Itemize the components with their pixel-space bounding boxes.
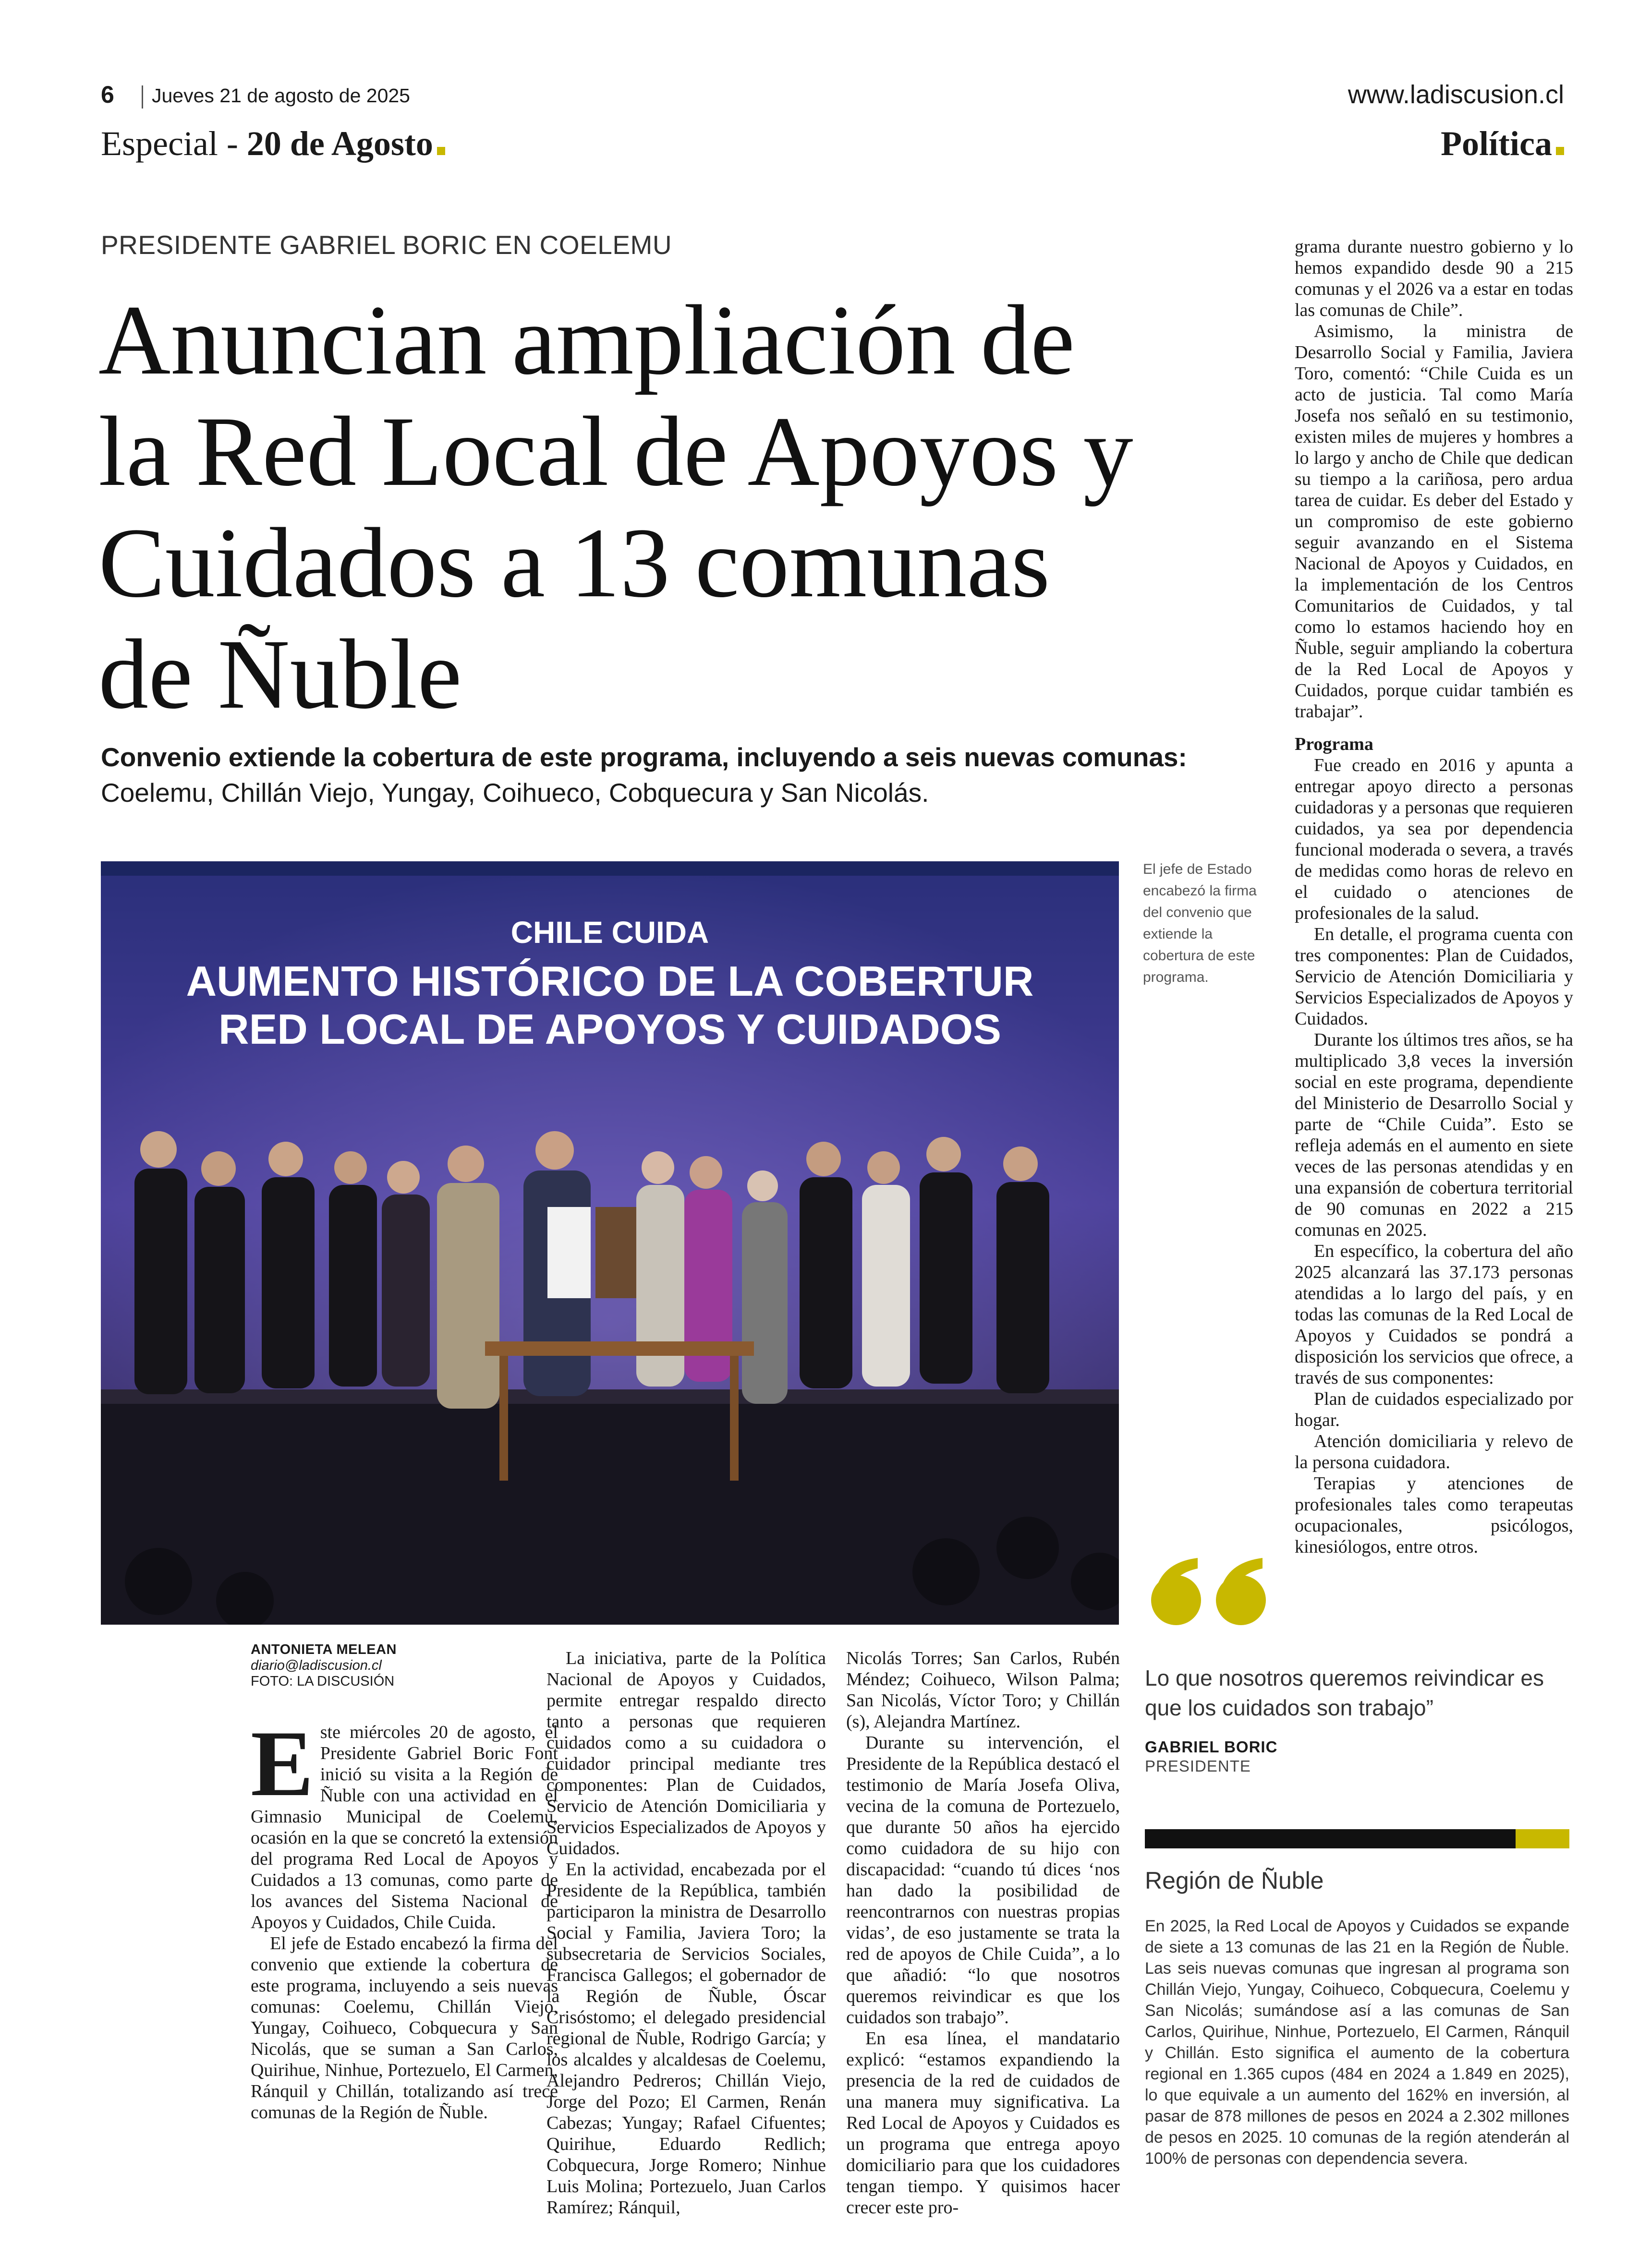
paragraph: Terapias y atenciones de profesionales tales como terapeutas ocupacionales, psicólogos, kinesiólogos, entre otros. <box>1295 1473 1573 1557</box>
paragraph: Durante su intervención, el Presidente de la República destacó el testimonio de María Josefa Oliva, vecina de la comuna de Portezuelo, que durante 50 años ha ejercido como cuidadora de su hijo con discapacidad: “cuando tú dices ‘nos han dado la posibilidad de reencontrarnos con nuestras propias vidas’, de eso justamente se trata la red de apoyos de Chile Cuida”, a lo que añadió: “lo que nosotros queremos reivindicar es que los cuidados son trabajo”. <box>846 1733 1120 2027</box>
accent-dot <box>437 147 445 155</box>
section-prefix: Especial - <box>101 124 247 163</box>
photo-banner-line1: CHILE CUIDA <box>510 915 709 950</box>
paragraph: ste miércoles 20 de agosto, el Presidente Gabriel Boric Font inició su visita a la Región de Ñuble con una actividad en el Gimnasio Municipal de Coelemu, ocasión en la que se concretó la extensión del programa Red Local de Apoyos y Cuidados a 13 comunas, como parte de los avances del Sistema Nacional de Apoyos y Cuidados, Chile Cuida. <box>251 1722 558 1932</box>
dek-bold: Convenio extiende la cobertura de este programa, incluyendo a seis nuevas comunas: <box>101 742 1187 772</box>
paragraph: En esa línea, el mandatario explicó: “estamos expandiendo la presencia de la red de cuidados de una manera muy significativa. La Red Local de Apoyos y Cuidados es un programa que entrega apoyo domiciliario para que los cuidadores tengan tiempo. Y quisimos hacer crecer este pro- <box>846 2028 1120 2218</box>
issue-date: Jueves 21 de agosto de 2025 <box>152 84 410 107</box>
website-link[interactable]: www.ladiscusion.cl <box>1348 80 1564 109</box>
dek-rest: Coelemu, Chillán Viejo, Yungay, Coihueco, Cobquecura y San Nicolás. <box>101 778 929 808</box>
accent-dot <box>1556 147 1564 155</box>
paragraph: En detalle, el programa cuenta con tres componentes: Plan de Cuidados, Servicio de Atención Domiciliaria y Servicios Especializados de Apoyos y Cuidados. <box>1295 924 1573 1029</box>
paragraph: Durante los últimos tres años, se ha multiplicado 3,8 veces la inversión social en este programa, dependiente del Ministerio de Desarrollo Social y parte de “Chile Cuida”. Esto se refleja además en el aumento en siete veces de las personas atendidas y en una expansión de cobertura territorial de 90 comunas en 2022 a 215 comunas en 2025. <box>1295 1030 1573 1240</box>
byline-author: ANTONIETA MELEAN <box>251 1642 397 1657</box>
body-column-4 <box>1295 236 1573 1557</box>
pull-quote-text: Lo que nosotros queremos reivindicar es que los cuidados son trabajo” <box>1145 1665 1544 1720</box>
paragraph: Atención domiciliaria y relevo de la persona cuidadora. <box>1295 1431 1573 1472</box>
photo-caption: El jefe de Estado encabezó la firma del convenio que extiende la cobertura de este programa. <box>1143 861 1257 985</box>
pull-quote-role: PRESIDENTE <box>1145 1757 1251 1775</box>
quote-marks-icon <box>1145 1558 1275 1625</box>
section-bold: 20 de Agosto <box>246 124 433 163</box>
drop-cap: E <box>251 1712 314 1816</box>
paragraph: Fue creado en 2016 y apunta a entregar apoyo directo a personas cuidadoras y a personas que requieren cuidados, ya sea por dependencia funcional moderada o severa, a través de medidas como horas de relevo en el cuidado o atenciones de profesionales de la salud. <box>1295 755 1573 923</box>
byline-email: diario@ladiscusion.cl <box>251 1658 382 1673</box>
body-column-3 <box>846 1648 1120 2218</box>
body-column-1 <box>251 1712 558 2123</box>
section-right-label: Política <box>1441 124 1552 163</box>
header-divider <box>142 85 143 109</box>
paragraph: Nicolás Torres; San Carlos, Rubén Méndez; Coihueco, Wilson Palma; San Nicolás, Víctor Toro; y Chillán (s), Alejandra Martínez. <box>846 1648 1120 1732</box>
box-text: En 2025, la Red Local de Apoyos y Cuidados se expande de siete a 13 comunas de las 21 en la Región de Ñuble. Las seis nuevas comunas que ingresan al programa son Chillán Viejo, Yungay, Coihueco, Cobquecura, Coelemu y San Nicolás; sumándose así a las comunas de San Carlos, Quirihue, Ninhue, Portezuelo, El Carmen, Ránquil y Chillán. Esto significa el aumento de la cobertura regional en 1.365 cupos (484 en 2024 a 1.849 en 2025), lo que equivale a un aumento del 162% en inversión, al pasar de 878 millones de pesos en 2024 a 2.302 millones de pesos en 2025. 10 comunas de la región atenderán al 100% de personas con dependencia severa. <box>1145 1917 1569 2168</box>
box-rule-accent <box>1516 1829 1569 1848</box>
article-kicker: PRESIDENTE GABRIEL BORIC EN COELEMU <box>101 230 672 260</box>
paragraph: En la actividad, encabezada por el Presidente de la República, también participaron la ministra de Desarrollo Social y Familia, Javiera Toro; la subsecretaria de Servicios Sociales, Francisca Gallegos; el gobernador de la Región de Ñuble, Óscar Crisóstomo; el delegado presidencial regional de Ñuble, Rodrigo García; y los alcaldes y alcaldesas de Coelemu, Alejandro Pedreros; Chillán Viejo, Jorge del Pozo; El Carmen, Renán Cabezas; Yungay; Rafael Cifuentes; Quirihue, Eduardo Redlich; Cobquecura, Jorge Romero; Ninhue Luis Molina; Portezuelo, Juan Carlos Ramírez; Ránquil, <box>546 1859 826 2218</box>
paragraph: grama durante nuestro gobierno y lo hemos expandido desde 90 a 215 comunas y el 2026 va a estar en todas las comunas de Chile”. <box>1295 237 1573 320</box>
body-column-2 <box>546 1648 826 2218</box>
paragraph: Asimismo, la ministra de Desarrollo Social y Familia, Javiera Toro, comentó: “Chile Cuida es un acto de justicia. Tal como María Josefa nos señaló en su testimonio, existen miles de mujeres y hombres a lo largo y ancho de Chile que dedican su tiempo a la cariñosa, pero ardua tarea de cuidar. Es deber del Estado y un compromiso de este gobierno seguir avanzando en el Sistema Nacional de Apoyos y Cuidados, en la implementación de los Centros Comunitarios de Cuidados, y tal como lo estamos haciendo hoy en Ñuble, seguir ampliando la cobertura de la Red Local de Apoyos y Cuidados, porque cuidar también es trabajar”. <box>1295 321 1573 722</box>
paragraph: El jefe de Estado encabezó la firma del convenio que extiende la cobertura de este programa, incluyendo a seis nuevas comunas: Coelemu, Chillán Viejo, Yungay, Coihueco, Cobquecura y San Nicolás, que se suman a San Carlos, Quirihue, Ninhue, Portezuelo, El Carmen, Ránquil y Chillán, totalizando así trece comunas de la Región de Ñuble. <box>251 1933 558 2123</box>
byline <box>251 1642 558 1689</box>
page-number: 6 <box>101 81 114 108</box>
subhead-programa: Programa <box>1295 734 1373 754</box>
article-dek <box>101 739 1234 810</box>
section-label <box>101 124 445 164</box>
paragraph: Plan de cuidados especializado por hogar. <box>1295 1389 1573 1430</box>
box-rule <box>1145 1829 1569 1848</box>
photo-banner-line3: RED LOCAL DE APOYOS Y CUIDADOS <box>219 1005 1001 1053</box>
photo-banner-line2: AUMENTO HISTÓRICO DE LA COBERTUR <box>186 957 1034 1005</box>
article-headline: Anuncian ampliación de la Red Local de Apoyos y Cuidados a 13 comunas de Ñuble <box>98 285 1133 729</box>
section-politica <box>1441 124 1564 164</box>
article-photo <box>101 861 1119 1625</box>
box-title: Región de Ñuble <box>1145 1867 1324 1894</box>
paragraph: En específico, la cobertura del año 2025 alcanzará las 37.173 personas atendidas a lo largo del país, y en todas las comunas de la Red Local de Apoyos y Cuidados se pondrá a disposición los servicios que ofrece, a través de sus componentes: <box>1295 1241 1573 1388</box>
paragraph: La iniciativa, parte de la Política Nacional de Apoyos y Cuidados, permite entregar respaldo directo tanto a personas que requieren cuidados como a su cuidadora o cuidador principal mediante tres componentes: Plan de Cuidados, Servicio de Atención Domiciliaria y Servicios Especializados de Apoyos y Cuidados. <box>546 1648 826 1858</box>
byline-photo-credit: FOTO: LA DISCUSIÓN <box>251 1674 395 1689</box>
pull-quote-author: GABRIEL BORIC <box>1145 1738 1278 1756</box>
